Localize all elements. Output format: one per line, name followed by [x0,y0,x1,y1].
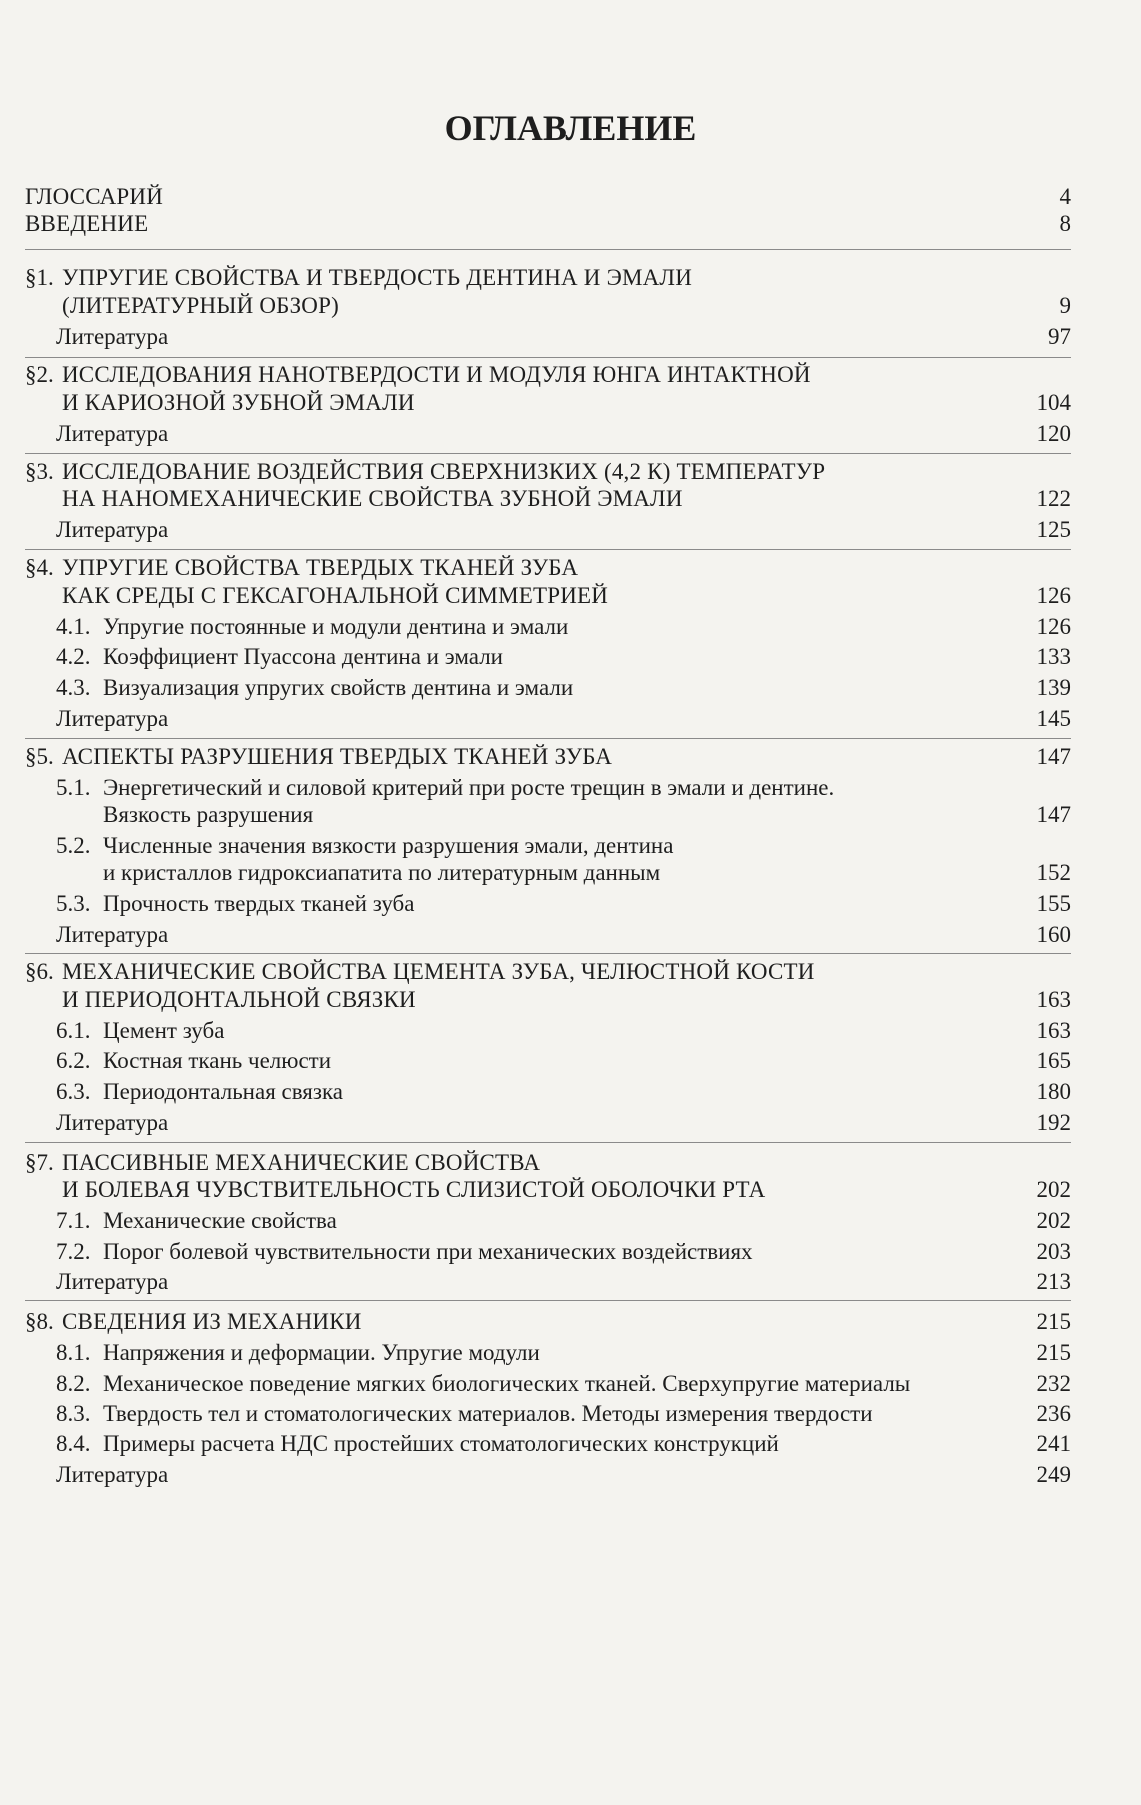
toc-literature[interactable] [0,1459,1141,1491]
toc-subsection[interactable] [0,1398,1141,1430]
toc-literature[interactable] [0,919,1141,951]
subsection-number: 8.1. [56,1340,91,1365]
page-number: 147 [1036,802,1071,827]
section-title-line1: УПРУГИЕ СВОЙСТВА И ТВЕРДОСТЬ ДЕНТИНА И ЭМАЛИ [62,265,693,290]
page-number: 133 [1036,644,1071,669]
subsection-number: 5.2. [56,833,91,858]
page-number: 122 [1036,486,1071,511]
toc-section-7-cont [0,1174,1141,1206]
section-number: §5. [25,744,54,769]
literature-label: Литература [56,706,169,731]
toc-literature[interactable] [0,514,1141,546]
subsection-number: 5.1. [56,775,91,800]
literature-label: Литература [56,421,169,446]
page-number: 165 [1036,1048,1071,1073]
subsection-text: Механические свойства [103,1208,337,1233]
subsection-text: и кристаллов гидроксиапатита по литературным данным [103,860,661,885]
toc-section-6-cont [0,984,1141,1016]
page-number: 104 [1036,390,1071,415]
page-number: 9 [1059,293,1071,318]
page-number: 249 [1036,1462,1071,1487]
toc-literature[interactable] [0,703,1141,735]
page-title: ОГЛАВЛЕНИЕ [444,108,697,148]
section-number: §4. [25,555,54,580]
section-number: §3. [25,459,54,484]
toc-literature[interactable] [0,1107,1141,1139]
section-title-line2: И БОЛЕВАЯ ЧУВСТВИТЕЛЬНОСТЬ СЛИЗИСТОЙ ОБОЛОЧКИ РТА [62,1177,766,1202]
subsection-text: Коэффициент Пуассона дентина и эмали [103,644,503,669]
subsection-text: Периодонтальная связка [103,1079,343,1104]
literature-label: Литература [56,1110,169,1135]
page-number: 126 [1036,614,1071,639]
subsection-number: 7.1. [56,1208,91,1233]
section-number: §6. [25,959,54,984]
section-divider [25,453,1071,454]
subsection-text: Костная ткань челюсти [103,1048,332,1073]
section-title-line2: (ЛИТЕРАТУРНЫЙ ОБЗОР) [62,293,339,318]
page-number: 215 [1036,1340,1071,1365]
subsection-text: Визуализация упругих свойств дентина и эмали [103,675,574,700]
page-number: 155 [1036,891,1071,916]
subsection-number: 8.2. [56,1371,91,1396]
page-number: 160 [1036,922,1071,947]
page-number: 145 [1036,706,1071,731]
toc-subsection[interactable] [0,672,1141,704]
toc-subsection-cont [0,799,1141,831]
subsection-text: Энергетический и силовой критерий при росте трещин в эмали и дентине. [103,775,835,800]
subsection-text: Напряжения и деформации. Упругие модули [103,1340,540,1365]
subsection-number: 4.2. [56,644,91,669]
subsection-number: 6.3. [56,1079,91,1104]
subsection-text: Прочность твердых тканей зуба [103,891,415,916]
toc-subsection[interactable] [0,641,1141,673]
section-divider [25,1300,1071,1301]
page-number: 8 [1059,211,1071,236]
page-number: 203 [1036,1239,1071,1264]
subsection-text: Численные значения вязкости разрушения эмали, дентина [103,833,674,858]
subsection-number: 8.3. [56,1401,91,1426]
section-divider [25,953,1071,954]
page-number: 120 [1036,421,1071,446]
toc-subsection[interactable] [0,1236,1141,1268]
toc-section-8[interactable] [0,1306,1141,1338]
section-title-line2: НА НАНОМЕХАНИЧЕСКИЕ СВОЙСТВА ЗУБНОЙ ЭМАЛИ [62,486,683,511]
toc-section-5[interactable] [0,741,1141,773]
page-number: 147 [1036,744,1071,769]
page-number: 163 [1036,987,1071,1012]
section-title-line1: УПРУГИЕ СВОЙСТВА ТВЕРДЫХ ТКАНЕЙ ЗУБА [62,555,579,580]
page-number: 236 [1036,1401,1071,1426]
toc-literature[interactable] [0,321,1141,353]
page-number: 192 [1036,1110,1071,1135]
toc-subsection[interactable] [0,1368,1141,1400]
entry-text: ВВЕДЕНИЕ [25,211,149,236]
toc-subsection[interactable] [0,1205,1141,1237]
subsection-number: 6.2. [56,1048,91,1073]
section-number: §1. [25,265,54,290]
page-number: 241 [1036,1431,1071,1456]
subsection-text: Твердость тел и стоматологических материалов. Методы измерения твердости [103,1401,873,1426]
subsection-text: Вязкость разрушения [103,802,314,827]
page-number: 152 [1036,860,1071,885]
subsection-number: 8.4. [56,1431,91,1456]
page-number: 139 [1036,675,1071,700]
toc-subsection[interactable] [0,1045,1141,1077]
section-title-line1: ИССЛЕДОВАНИЕ ВОЗДЕЙСТВИЯ СВЕРХНИЗКИХ (4,2 К) ТЕМПЕРАТУР [62,459,826,484]
page-number: 126 [1036,583,1071,608]
subsection-text: Порог болевой чувствительности при механических воздействиях [103,1239,753,1264]
page-number: 232 [1036,1371,1071,1396]
subsection-number: 4.1. [56,614,91,639]
toc-subsection[interactable] [0,888,1141,920]
toc-subsection[interactable] [0,1076,1141,1108]
section-title-line2: КАК СРЕДЫ С ГЕКСАГОНАЛЬНОЙ СИММЕТРИЕЙ [62,583,609,608]
page-number: 163 [1036,1018,1071,1043]
toc-subsection[interactable] [0,1015,1141,1047]
subsection-number: 7.2. [56,1239,91,1264]
section-number: §8. [25,1309,54,1334]
page-number: 215 [1036,1309,1071,1334]
section-title-line1: МЕХАНИЧЕСКИЕ СВОЙСТВА ЦЕМЕНТА ЗУБА, ЧЕЛЮСТНОЙ КОСТИ [62,959,815,984]
subsection-number: 5.3. [56,891,91,916]
page-number: 213 [1036,1269,1071,1294]
subsection-number: 4.3. [56,675,91,700]
page-number: 180 [1036,1079,1071,1104]
page-number: 125 [1036,517,1071,542]
literature-label: Литература [56,1462,169,1487]
subsection-text: Примеры расчета НДС простейших стоматологических конструкций [103,1431,779,1456]
section-title-line2: И КАРИОЗНОЙ ЗУБНОЙ ЭМАЛИ [62,390,415,415]
literature-label: Литература [56,1269,169,1294]
page-number: 4 [1059,184,1071,209]
literature-label: Литература [56,922,169,947]
toc-section-3-cont [0,483,1141,515]
section-title-line1: АСПЕКТЫ РАЗРУШЕНИЯ ТВЕРДЫХ ТКАНЕЙ ЗУБА [62,744,613,769]
section-title-line2: И ПЕРИОДОНТАЛЬНОЙ СВЯЗКИ [62,987,416,1012]
toc-subsection[interactable] [0,1428,1141,1460]
section-divider [25,1142,1071,1143]
subsection-number: 6.1. [56,1018,91,1043]
subsection-text: Цемент зуба [103,1018,225,1043]
section-number: §2. [25,362,54,387]
entry-text: ГЛОССАРИЙ [25,184,164,209]
subsection-text: Механическое поведение мягких биологических тканей. Сверхупругие материалы [103,1371,911,1396]
toc-section-1-cont [0,290,1141,322]
literature-label: Литература [56,517,169,542]
section-title-line1: СВЕДЕНИЯ ИЗ МЕХАНИКИ [62,1309,362,1334]
page-number: 202 [1036,1208,1071,1233]
section-divider [25,549,1071,550]
toc-literature[interactable] [0,418,1141,450]
toc-entry-intro[interactable] [0,208,1141,240]
section-title-line1: ПАССИВНЫЕ МЕХАНИЧЕСКИЕ СВОЙСТВА [62,1150,541,1175]
page-number: 202 [1036,1177,1071,1202]
section-number: §7. [25,1150,54,1175]
toc-subsection[interactable] [0,611,1141,643]
toc-literature[interactable] [0,1266,1141,1298]
toc-section-4-cont [0,580,1141,612]
toc-section-2-cont [0,387,1141,419]
section-divider [25,357,1071,358]
section-divider [25,738,1071,739]
page-number: 97 [1048,324,1071,349]
subsection-text: Упругие постоянные и модули дентина и эмали [103,614,569,639]
toc-subsection[interactable] [0,1337,1141,1369]
section-title-line1: ИССЛЕДОВАНИЯ НАНОТВЕРДОСТИ И МОДУЛЯ ЮНГА ИНТАКТНОЙ [62,362,811,387]
toc-subsection-cont [0,857,1141,889]
literature-label: Литература [56,324,169,349]
section-divider [25,249,1071,250]
